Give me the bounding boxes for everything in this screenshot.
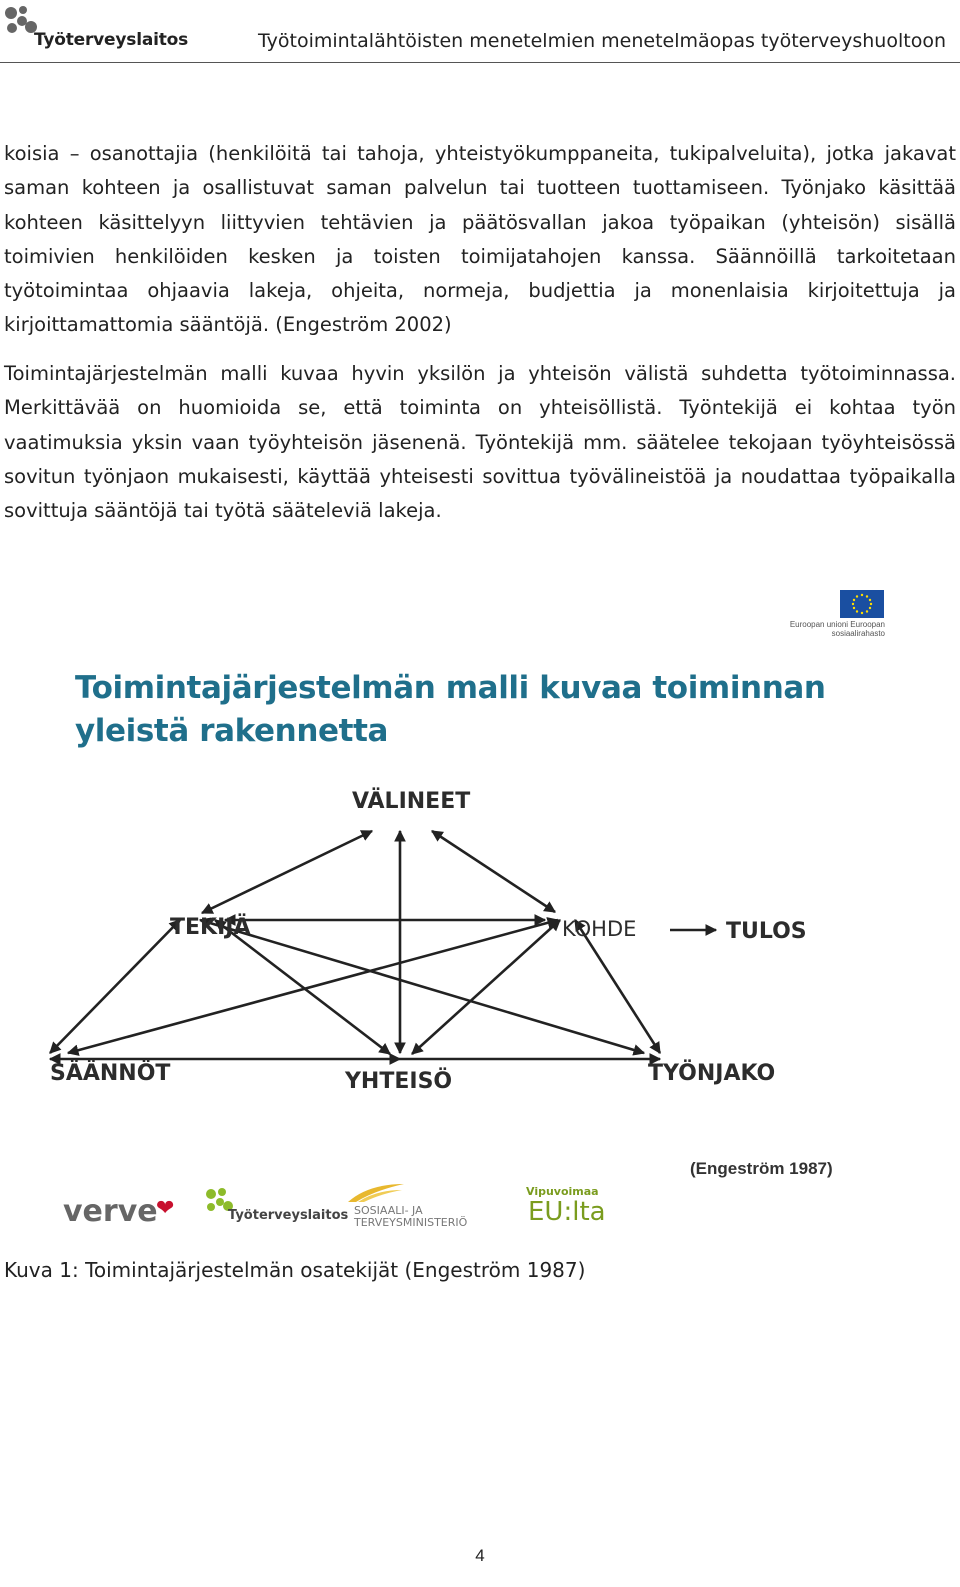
page-header: [0, 0, 960, 64]
stm-logo-text-2: TERVEYSMINISTERIÖ: [354, 1216, 468, 1229]
node-valineet: VÄLINEET: [352, 789, 471, 814]
activity-system-figure: [40, 575, 920, 1255]
paragraph-1: koisia – osanottajia (henkilöitä tai tahoja, yhteistyökumppaneita, tukipalveluita), jotka jakavat saman kohteen ja osallistuvat saman palvelun tai tuotteen tuottamiseen. Työnjako käsittää kohteen käsittelyyn liittyvien tehtävien ja päätösvallan jakoa työpaikan (yhteisön) sisällä toimivien henkilöiden kesken ja toisten toimijatahojen kanssa. Säännöillä tarkoitetaan työtoimintaa ohjaavia lakeja, ohjeita, normeja, budjettia ja monenlaisia kirjoitettuja ja kirjoittamattomia sääntöjä. (Engeström 2002): [4, 142, 956, 337]
node-kohde: KOHDE: [562, 917, 637, 941]
figure-citation: (Engeström 1987): [690, 1159, 833, 1178]
node-tyonjako: TYÖNJAKO: [648, 1061, 776, 1086]
verve-heart-icon: ❤: [156, 1196, 175, 1221]
node-tulos: TULOS: [726, 919, 807, 944]
header-title: Työtoimintalähtöisten menetelmien menetelmäopas työterveyshuoltoon: [258, 30, 946, 52]
node-saannot: SÄÄNNÖT: [50, 1061, 171, 1086]
eu-label: Euroopan unioni Euroopan sosiaalirahasto: [789, 620, 885, 638]
ttl-small-logo-text: Työterveyslaitos: [228, 1208, 349, 1223]
page-number: 4: [475, 1546, 485, 1565]
eu-lta-logo-text-1: Vipuvoimaa: [526, 1185, 599, 1198]
stm-wings-icon: [346, 1182, 406, 1204]
figure-title: Toimintajärjestelmän malli kuvaa toiminnan yleistä rakennetta: [75, 670, 826, 749]
logo-text: Työterveyslaitos: [34, 30, 189, 50]
partner-logos: [58, 1182, 658, 1242]
paragraph-2: Toimintajärjestelmän malli kuvaa hyvin yksilön ja yhteisön välistä suhdetta työtoiminnassa. Merkittävää on huomioida se, että toiminta on yhteisöllistä. Työntekijä ei kohtaa työn vaatimuksia yksin vaan työyhteisön jäsenenä. Työntekijä mm. säätelee tekojaan työyhteisössä sovitun työnjaon mukaisesti, käyttää yhteisesti sovittua työvälineistöä ja noudattaa työpaikalla sovittuja sääntöjä tai työtä sääteleviä lakeja.: [4, 362, 956, 523]
node-tekija: TEKIJÄ: [170, 915, 251, 940]
eu-lta-logo-text-2: EU:lta: [528, 1197, 606, 1227]
header-divider: [0, 62, 960, 63]
stm-logo-text-1: SOSIAALI- JA: [354, 1204, 423, 1217]
verve-logo: verve: [63, 1194, 158, 1229]
node-yhteiso: YHTEISÖ: [345, 1069, 453, 1094]
figure-caption: Kuva 1: Toimintajärjestelmän osatekijät (Engeström 1987): [4, 1258, 586, 1282]
